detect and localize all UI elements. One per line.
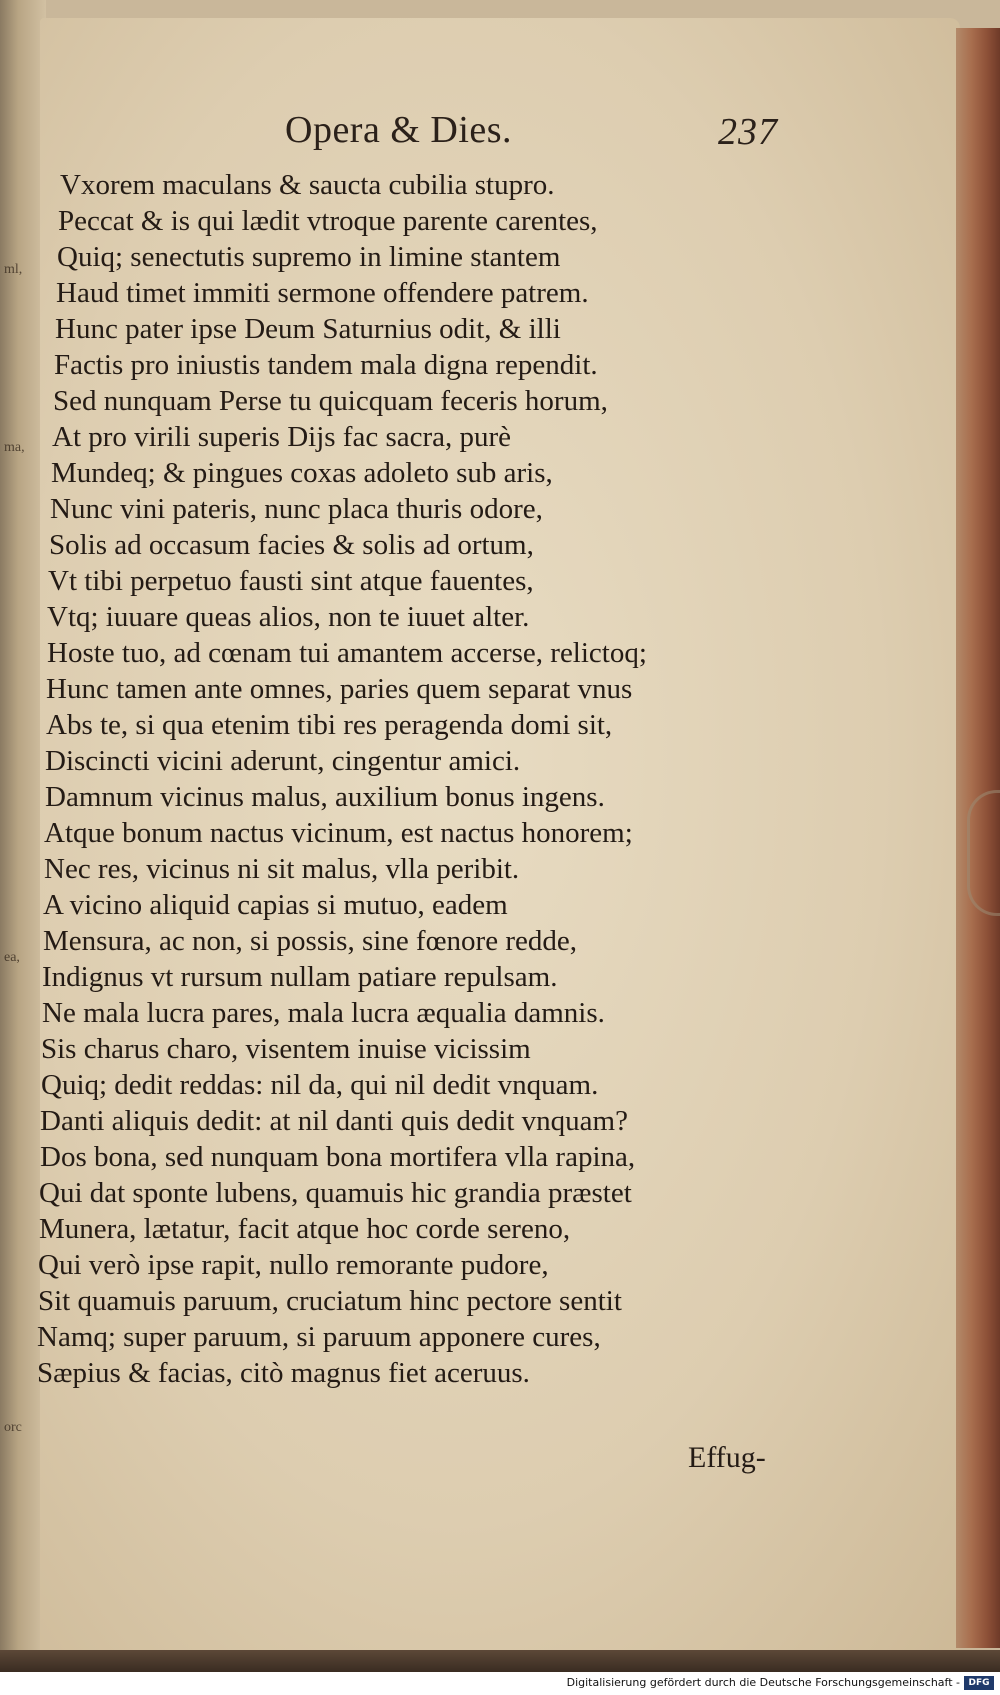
verse-line: Haud timet immiti sermone offendere patrem. — [56, 277, 589, 309]
verse-line: Hunc pater ipse Deum Saturnius odit, & illi — [55, 313, 561, 345]
catchword: Effug- — [688, 1441, 766, 1474]
verse-line: Sis charus charo, visentem inuise vicissim — [41, 1033, 531, 1065]
verse-line: Nunc vini pateris, nunc placa thuris odore, — [50, 493, 543, 525]
running-title: Opera & Dies. — [285, 109, 513, 151]
binding-clasp — [967, 790, 1000, 916]
verse-line: Factis pro iniustis tandem mala digna rependit. — [54, 349, 598, 381]
funding-credit: Digitalisierung gefördert durch die Deutsche Forschungsgemeinschaft - — [566, 1676, 960, 1689]
verse-line: Qui dat sponte lubens, quamuis hic grandia præstet — [39, 1177, 632, 1209]
verse-line: Indignus vt rursum nullam patiare repulsam. — [42, 961, 558, 993]
verse-line: Sæpius & facias, citò magnus fiet aceruus. — [37, 1357, 530, 1389]
margin-fragment: ma, — [4, 440, 25, 455]
verse-line: Munera, lætatur, facit atque hoc corde sereno, — [39, 1213, 571, 1245]
digitization-footer — [0, 1672, 1000, 1695]
verse-line: A vicino aliquid capias si mutuo, eadem — [43, 889, 508, 921]
book-edge-bottom — [0, 1650, 1000, 1672]
verse-line: Abs te, si qua etenim tibi res peragenda domi sit, — [46, 709, 613, 741]
verse-line: Qui verò ipse rapit, nullo remorante pudore, — [38, 1249, 549, 1281]
verse-line: Vtq; iuuare queas alios, non te iuuet alter. — [47, 601, 530, 633]
margin-fragment: ml, — [4, 262, 23, 277]
verse-line: Namq; super paruum, si paruum apponere cures, — [37, 1321, 601, 1353]
verse-line: Atque bonum nactus vicinum, est nactus honorem; — [44, 817, 633, 849]
verse-line: Damnum vicinus malus, auxilium bonus ingens. — [45, 781, 605, 813]
margin-fragment: ea, — [4, 950, 20, 965]
page-header — [0, 108, 1000, 158]
verse-line: Vt tibi perpetuo fausti sint atque fauentes, — [48, 565, 534, 597]
verse-line: Quiq; senectutis supremo in limine stantem — [57, 241, 561, 273]
verse-line: Discincti vicini aderunt, cingentur amici. — [45, 745, 521, 777]
verse-line: Peccat & is qui lædit vtroque parente carentes, — [58, 205, 598, 237]
verse-line: Quiq; dedit reddas: nil da, qui nil dedit vnquam. — [41, 1069, 599, 1101]
page-number: 237 — [718, 111, 778, 153]
verse-line: Hoste tuo, ad cœnam tui amantem accerse, relictoq; — [47, 637, 647, 669]
verse-line: Hunc tamen ante omnes, paries quem separat vnus — [46, 673, 633, 705]
verse-line: Solis ad occasum facies & solis ad ortum, — [49, 529, 534, 561]
verse-line: Mundeq; & pingues coxas adoleto sub aris, — [51, 457, 553, 489]
verse-line: Sed nunquam Perse tu quicquam feceris horum, — [53, 385, 608, 417]
verse-line: Vxorem maculans & saucta cubilia stupro. — [60, 169, 555, 201]
verse-line: Mensura, ac non, si possis, sine fœnore redde, — [43, 925, 577, 957]
dfg-logo: DFG — [964, 1676, 994, 1690]
margin-fragment: orc — [4, 1420, 22, 1435]
verse-line: Sit quamuis paruum, cruciatum hinc pectore sentit — [38, 1285, 622, 1317]
verse-line: Nec res, vicinus ni sit malus, vlla peribit. — [44, 853, 520, 885]
verse-line: Ne mala lucra pares, mala lucra æqualia damnis. — [42, 997, 605, 1029]
verse-line: Dos bona, sed nunquam bona mortifera vlla rapina, — [40, 1141, 636, 1173]
verse-line: At pro virili superis Dijs fac sacra, purè — [52, 421, 512, 453]
verse-line: Danti aliquis dedit: at nil danti quis dedit vnquam? — [40, 1105, 628, 1137]
